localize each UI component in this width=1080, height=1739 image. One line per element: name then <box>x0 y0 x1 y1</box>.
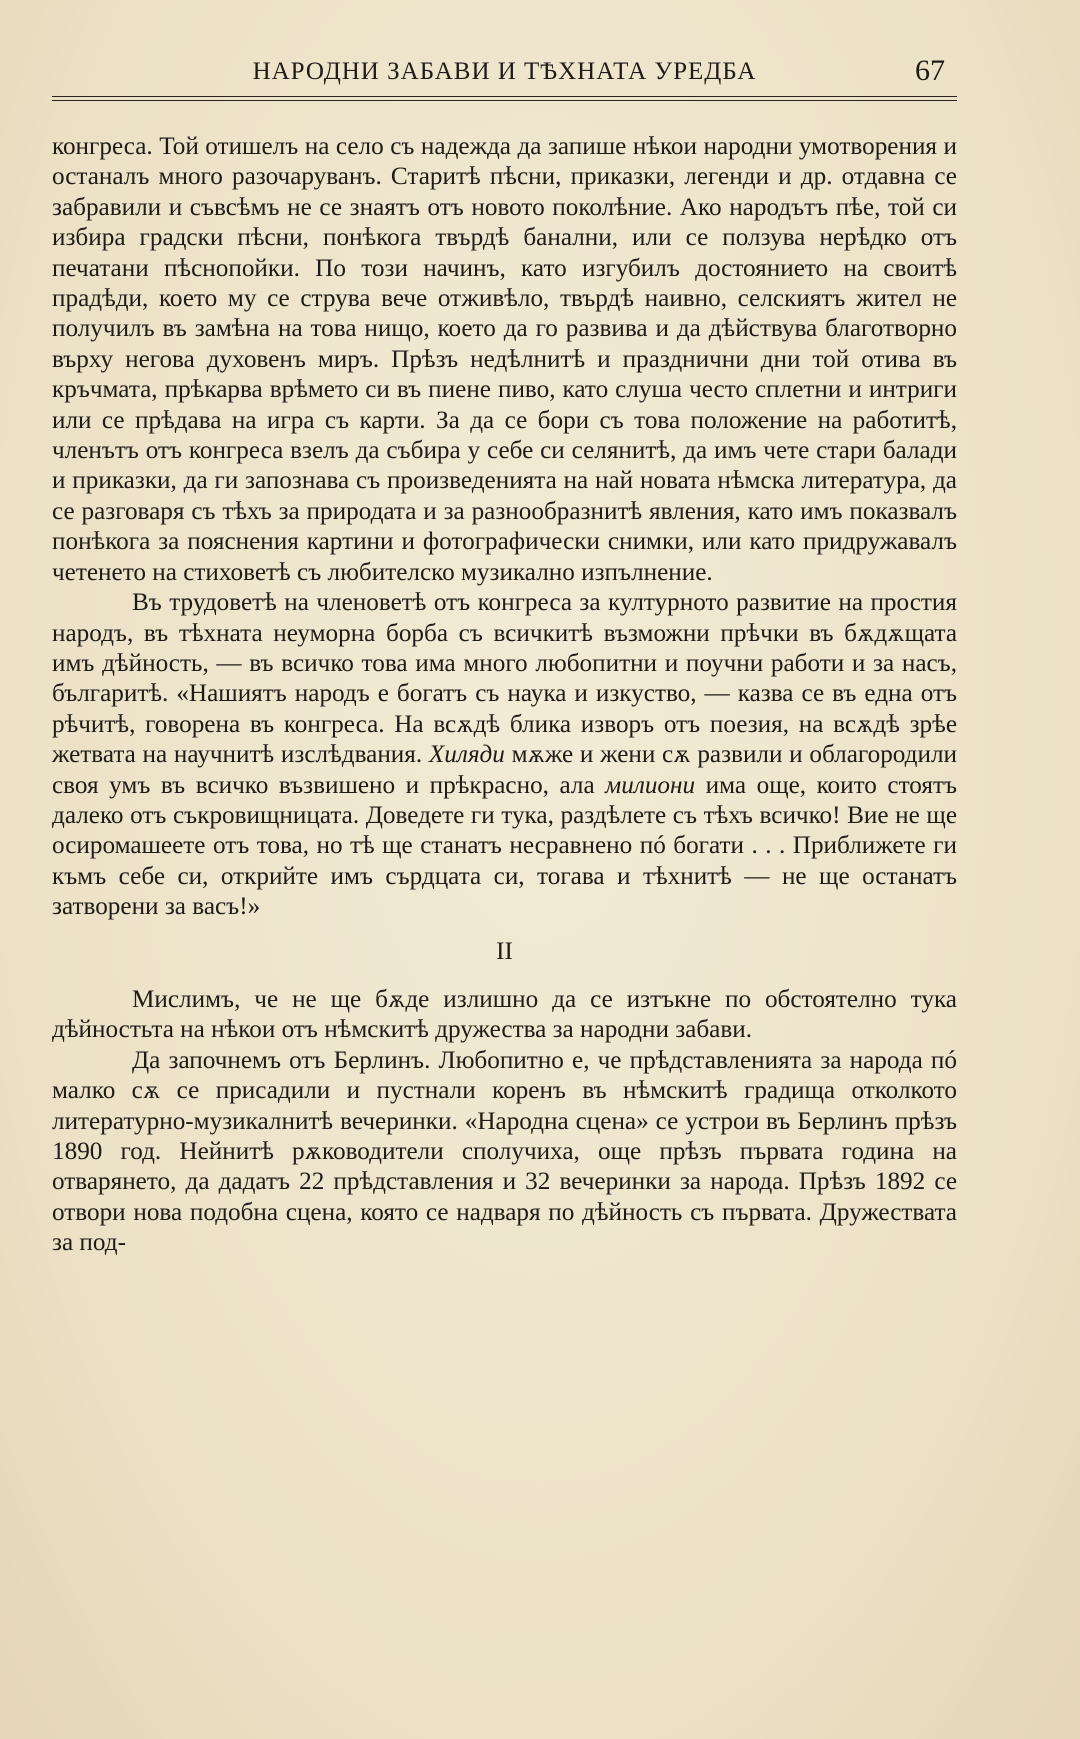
paragraph-2-mid: мѫже и жени сѫ развили и облагородили своя умъ въ всичко възвишено и прѣкрасно, ала <box>52 741 958 799</box>
section-heading: II <box>496 937 513 965</box>
paragraph-4: Да започнемъ отъ Берлинъ. Любопитно е, че прѣдставленията за народа пó малко сѫ се присадили и пустнали коренъ въ нѣмскитѣ градища отколкото литературно-музикалнитѣ вечеринки. «Народна сцена» се устрои въ Берлинъ прѣзъ 1890 год. Нейнитѣ рѫководители сполучиха, още прѣзъ първата година на отварянето, да дадатъ 22 прѣдставления и 32 вечеринки за народа. Прѣзъ 1892 се отвори нова подобна сцена, която се надваря по дѣйность съ първата. Дружествата за под- <box>52 1046 957 1257</box>
running-title: НАРОДНИ ЗАБАВИ И ТѢХНАТА УРЕДБА <box>252 58 757 85</box>
page-number: 67 <box>915 54 945 87</box>
running-head <box>52 48 957 94</box>
paragraph-2-end: има още, които стоятъ далеко отъ съкровищницата. Доведете ги тука, раздѣлете съ тѣхъ всичко! Вие не ще осиромашеете отъ това, но тѣ ще станатъ несравнено пó богати . . . Приближете ги къмъ себе си, открийте имъ сърдцата си, тогава и тѣхнитѣ — не ще останатъ затворени за васъ!» <box>52 771 958 921</box>
paragraph-3: Мислимъ, че не ще бѫде излишно да се изтъкне по обстоятелно тука дѣйностьта на нѣкои отъ нѣмскитѣ дружества за народни забави. <box>52 985 957 1044</box>
book-page <box>52 48 957 1698</box>
body-text <box>52 132 957 1259</box>
paragraph-2-start: Въ трудоветѣ на членоветѣ отъ конгреса за културното развитие на простия народъ, въ тѣхната неуморна борба съ всичкитѣ възможни прѣчки въ бѫдѫщата имъ дѣйность, — въ всичко това има много любопитни и поучни работи и за насъ, българитѣ. «Нашиятъ народъ е богатъ съ наука и изкуство, — казва се въ една отъ рѣчитѣ, говорена въ конгреса. На всѫдѣ блика изворъ отъ поезия, на всѫдѣ зрѣе жетвата на научнитѣ изслѣдвания. <box>52 589 957 769</box>
italic-word-millions: милиони <box>605 771 696 799</box>
paragraph-2 <box>52 588 957 922</box>
italic-word-thousands: Хиляди <box>428 741 505 769</box>
header-double-rule <box>52 96 957 101</box>
paragraph-1: конгреса. Той отишелъ на село съ надежда да запише нѣкои народни умотворения и останалъ много разочаруванъ. Старитѣ пѣсни, приказки, легенди и др. отдавна се забравили и съвсѣмъ не се знаятъ отъ новото поколѣние. Ако народътъ пѣе, той си избира градски пѣсни, понѣкога твърдѣ банални, или се ползува нерѣдко отъ печатани пѣснопойки. По този начинъ, като изгубилъ достоянието на своитѣ прадѣди, което му се струва вече отживѣло, твърдѣ наивно, селскиятъ жител не получилъ въ замѣна на това нищо, което да го развива и да дѣйствува благотворно върху негова духовенъ миръ. Прѣзъ недѣлнитѣ и празднични дни той отива въ кръчмата, прѣкарва врѣмето си въ пиене пиво, като слуша често сплетни и интриги или се прѣдава на игра съ карти. За да се бори съ това положение на работитѣ, членътъ отъ конгреса взелъ да събира у себе си селянитѣ, да имъ чете стари балади и приказки, да ги запознава съ произведенията на най новата нѣмска литература, да се разговаря съ тѣхъ за природата и за разнообразнитѣ явления, като имъ показвалъ понѣкога за пояснения картини и фотографически снимки, или като придружавалъ четенето на стиховетѣ съ любителско музикално изпълнение. <box>52 133 957 586</box>
